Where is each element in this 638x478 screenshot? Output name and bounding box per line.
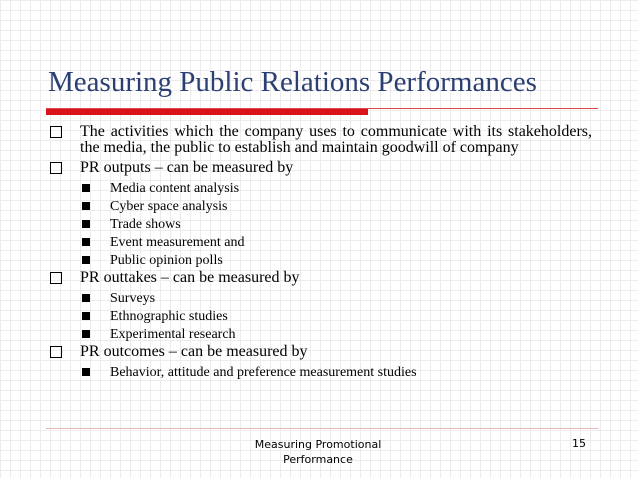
hollow-square-bullet-icon [50, 346, 62, 358]
sub-bullet-item [48, 308, 592, 325]
bullet-item [48, 270, 592, 286]
filled-square-bullet-icon [82, 330, 90, 338]
sub-bullet-item [48, 252, 592, 269]
filled-square-bullet-icon [82, 238, 90, 246]
sub-bullet-item [48, 326, 592, 343]
sub-bullet-item [48, 180, 592, 197]
filled-square-bullet-icon [82, 184, 90, 192]
bullet-item [48, 344, 592, 360]
sub-bullet-text: Public opinion polls [110, 253, 223, 268]
bullet-text: The activities which the company uses to communicate with its stakeholders, the media, the public to establish and maintain goodwill of company [80, 123, 592, 156]
bullet-text: PR outputs – can be measured by [80, 159, 294, 176]
bullet-item [48, 160, 592, 176]
sub-bullet-item [48, 216, 592, 233]
filled-square-bullet-icon [82, 256, 90, 264]
sub-bullet-text: Behavior, attitude and preference measurement studies [110, 365, 417, 380]
bullet-text: PR outcomes – can be measured by [80, 343, 308, 360]
page-number: 15 [572, 437, 586, 450]
hollow-square-bullet-icon [50, 162, 62, 174]
hollow-square-bullet-icon [50, 126, 62, 138]
footer-caption [218, 437, 418, 467]
sub-bullet-text: Surveys [110, 291, 156, 306]
title-accent-bar [46, 109, 368, 115]
sub-bullet-item [48, 198, 592, 215]
sub-bullet-item [48, 364, 592, 381]
filled-square-bullet-icon [82, 294, 90, 302]
sub-bullet-text: Ethnographic studies [110, 309, 228, 324]
slide-title: Measuring Public Relations Performances [48, 66, 537, 98]
filled-square-bullet-icon [82, 202, 90, 210]
sub-bullet-item [48, 234, 592, 251]
footer-line: Measuring Promotional [254, 438, 382, 451]
filled-square-bullet-icon [82, 220, 90, 228]
bullet-text: PR outtakes – can be measured by [80, 269, 300, 286]
footer-line: Performance [283, 453, 353, 466]
sub-bullet-item [48, 290, 592, 307]
footer-divider [46, 428, 598, 429]
hollow-square-bullet-icon [50, 272, 62, 284]
sub-bullet-text: Experimental research [110, 327, 236, 342]
filled-square-bullet-icon [82, 368, 90, 376]
bullet-list [48, 124, 592, 382]
bullet-item [48, 124, 592, 156]
sub-bullet-text: Event measurement and [110, 235, 245, 250]
sub-bullet-text: Trade shows [110, 217, 181, 232]
sub-bullet-text: Media content analysis [110, 181, 240, 196]
sub-bullet-text: Cyber space analysis [110, 199, 228, 214]
filled-square-bullet-icon [82, 312, 90, 320]
